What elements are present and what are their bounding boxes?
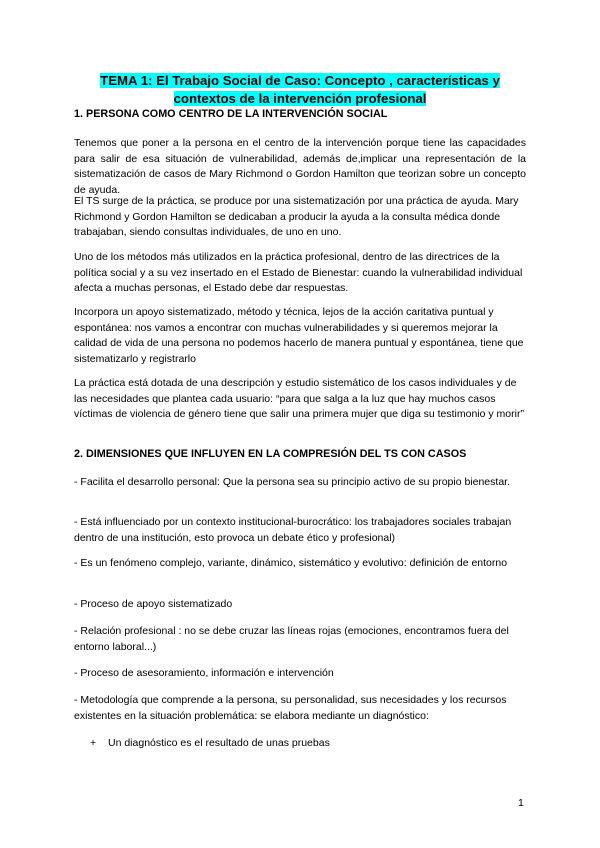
title-line-2: contextos de la intervención profesional <box>173 91 427 106</box>
section-2-heading: 2. DIMENSIONES QUE INFLUYEN EN LA COMPRESIÓN DEL TS CON CASOS <box>74 448 467 460</box>
paragraph-1: Tenemos que poner a la persona en el centro de la intervención porque tiene las capacidades para salir de esa situación de vulnerabilidad, además de,implicar una representación de la sistematización de casos de Mary Richmond o Gordon Hamilton que teorizan sobre un concepto de ayuda. <box>74 137 526 196</box>
dimension-item-4: - Proceso de apoyo sistematizado <box>74 598 233 610</box>
dimension-item-1: - Facilita el desarrollo personal: Que la persona sea su principio activo de su propio bienestar. <box>74 476 510 488</box>
title-line-1: TEMA 1: El Trabajo Social de Caso: Concepto , características y <box>100 73 500 88</box>
dimension-item-3: - Es un fenómeno complejo, variante, dinámico, sistemático y evolutivo: definición de entorno <box>74 557 508 569</box>
dimension-item-7: - Metodología que comprende a la persona, su personalidad, sus necesidades y los recursos existentes en la situación problemática: se elabora mediante un diagnóstico: <box>74 694 507 722</box>
paragraph-4: Incorpora un apoyo sistematizado, método y técnica, lejos de la acción caritativa puntual y espontánea: nos vamos a encontrar con muchas vulnerabilidades y si queremos mejorar la calidad de vida de una persona no podemos hacerlo de manera puntual y espontánea, tiene que sistematizarlo y registrarlo <box>74 306 524 365</box>
bullet-item-1: Un diagnóstico es el resultado de unas pruebas <box>108 737 330 749</box>
document-title <box>74 72 526 108</box>
dimension-item-2: - Está influenciado por un contexto institucional-burocrático: los trabajadores sociales trabajan dentro de una institución, esto provoca un debate ético y profesional) <box>74 516 512 544</box>
bullet-marker: + <box>90 737 97 749</box>
section-1-heading: 1. PERSONA COMO CENTRO DE LA INTERVENCIÓN SOCIAL <box>74 108 388 120</box>
paragraph-5: La práctica está dotada de una descripción y estudio sistemático de los casos individuales y de las necesidades que plantea cada usuario: “para que salga a la luz que hay muchos casos víctimas de violencia de género tiene que salir una primera mujer que diga su testimonio y morir” <box>74 377 524 421</box>
paragraph-2: El TS surge de la práctica, se produce por una sistematización por una práctica de ayuda. Mary Richmond y Gordon Hamilton se dedicaban a producir la ayuda a la consulta médica donde trabajaban, siendo consultas individuales, de uno en uno. <box>74 195 519 239</box>
dimension-item-5: - Relación profesional : no se debe cruzar las líneas rojas (emociones, encontramos fuera del entorno laboral...) <box>74 625 509 653</box>
page-number: 1 <box>518 797 524 809</box>
dimension-item-6: - Proceso de asesoramiento, información e intervención <box>74 667 334 679</box>
paragraph-3: Uno de los métodos más utilizados en la práctica profesional, dentro de las directrices de la política social y a su vez insertado en el Estado de Bienestar: cuando la vulnerabilidad individual afecta a muchas personas, el Estado debe dar respuestas. <box>74 251 523 295</box>
